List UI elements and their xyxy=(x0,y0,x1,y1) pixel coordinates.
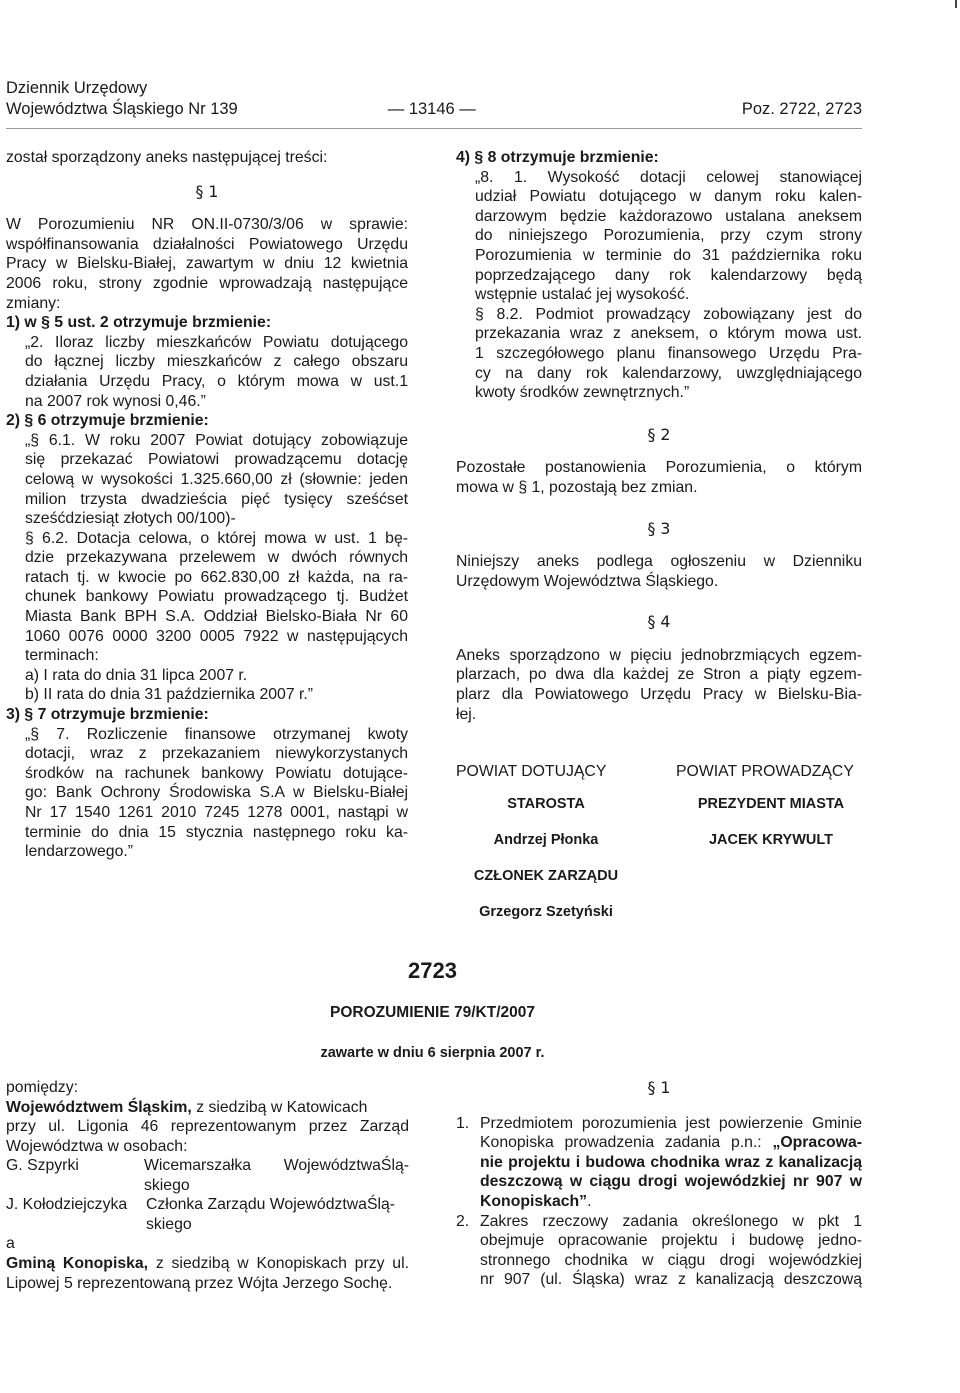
representative-name: J. Kołodziejczyka xyxy=(6,1196,128,1214)
text-line: darzowym będzie każdorazowo ustalana aneksem xyxy=(475,207,862,225)
representative-row xyxy=(6,1156,409,1195)
starosta-name: Andrzej Płonka xyxy=(493,832,599,848)
text-line: Przedmiotem porozumienia jest powierzenie Gminie xyxy=(480,1114,862,1132)
text-line: obejmuje opracowanie projektu i budowę jedno- xyxy=(480,1232,862,1250)
text-line: mowa w § 1, pozostają bez zmian. xyxy=(456,478,698,496)
task-name-end xyxy=(480,1192,862,1212)
item-heading: 2) § 6 otrzymuje brzmienie: xyxy=(6,412,209,430)
position-number: 2723 xyxy=(408,958,457,983)
text-line: a) I rata do dnia 31 lipca 2007 r. xyxy=(25,666,248,684)
text-line: 1 szczegółowego planu finansowego Urzędu Pra- xyxy=(475,344,862,362)
text-line: przy ul. Ligonia 46 reprezentowanym przez Zarząd xyxy=(6,1118,409,1136)
text-line: stronnego chodnika w ciągu drogi wojewódzkiej xyxy=(480,1251,862,1269)
text-line: milion trzysta dwadzieścia pięć tysięcy sześćset xyxy=(25,490,408,508)
item-heading: 4) § 8 otrzymuje brzmienie: xyxy=(456,149,659,166)
item-heading: 1) w § 5 ust. 2 otrzymuje brzmienie: xyxy=(6,314,272,332)
item-number: 1. xyxy=(456,1114,470,1132)
text-line: „§ 7. Rozliczenie finansowe otrzymanej kwoty xyxy=(25,725,408,743)
representative-role: Wicemarszałka WojewództwaŚlą- xyxy=(144,1157,409,1175)
text-line: na 2007 rok wynosi 0,46.” xyxy=(25,392,206,410)
item-body xyxy=(6,333,408,411)
text-line: wstępnie ustalać jej wysokość. xyxy=(475,286,690,304)
term-item xyxy=(456,1212,862,1290)
text-line: Urzędowym Województwa Śląskiego. xyxy=(456,572,719,590)
paragraph xyxy=(456,552,862,591)
representative-role-cont: skiego xyxy=(146,1215,192,1233)
section-heading: § 4 xyxy=(647,612,671,632)
text-line: cy na dany rok kalendarzowy, uwzględniającego xyxy=(475,364,862,382)
text-line: Miasta Bank BPH S.A. Oddział Bielsko-Biała Nr 60 xyxy=(25,608,408,626)
text-line xyxy=(480,1133,862,1153)
item-body xyxy=(456,168,862,403)
text-line: § 6.2. Dotacja celowa, o której mowa w ust. 1 bę- xyxy=(25,529,408,547)
item-number: 2. xyxy=(456,1212,470,1230)
text-line: przekazania wraz z aneksem, o którym mowa ust. xyxy=(475,325,862,343)
president-title: PREZYDENT MIASTA xyxy=(697,796,845,812)
task-name-start: „Opracowa- xyxy=(772,1134,862,1152)
terms-column xyxy=(456,1078,862,1290)
text-line: plarz dla Powiatowego Urzędu Pracy w Bielsku-Bia- xyxy=(456,686,862,704)
paragraph xyxy=(456,458,862,497)
party2-seat: z siedzibą w Konopiskach przy ul. xyxy=(148,1254,409,1272)
text-line: poprzedzającego dany rok kalendarzowy będą xyxy=(475,266,862,284)
text-line: go: Bank Ochrony Środowiska S.A w Bielsku-Białej xyxy=(25,784,408,802)
text-line: współfinansowania działalności Powiatowego Urzędu xyxy=(6,235,408,253)
text-line: zmiany: xyxy=(6,294,61,312)
party1-seat: z siedzibą w Katowicach xyxy=(191,1098,368,1116)
representative-role: Członka Zarządu WojewództwaŚlą- xyxy=(146,1196,396,1214)
paragraph-intro xyxy=(6,215,408,313)
right-column xyxy=(456,148,862,724)
representative-row xyxy=(6,1195,409,1234)
agreement-date: zawarte w dniu 6 sierpnia 2007 r. xyxy=(320,1045,545,1061)
text-line: łej. xyxy=(456,705,477,723)
text-line: pomiędzy: xyxy=(6,1079,78,1096)
conjunction: a xyxy=(6,1235,15,1253)
section-heading: § 1 xyxy=(647,1078,671,1097)
text-line: terminie do dnia 15 stycznia następnego roku ka- xyxy=(25,823,408,841)
item-text xyxy=(480,1212,862,1290)
text-line: b) II rata do dnia 31 października 2007 r.” xyxy=(25,686,314,704)
member-name: Grzegorz Szetyński xyxy=(479,904,613,920)
page-number: — 13146 — xyxy=(387,100,476,118)
starosta-title: STAROSTA xyxy=(507,796,585,812)
agreement-title: POROZUMIENIE 79/KT/2007 xyxy=(329,1004,535,1021)
header-rule xyxy=(6,128,862,129)
party1-line xyxy=(6,1098,409,1118)
text-line: 1060 0076 0000 3200 0005 7922 w następujących xyxy=(25,627,408,645)
text-line: Zakres rzeczowy zadania określonego w pkt 1 xyxy=(480,1212,862,1230)
representative-role-cont: skiego xyxy=(144,1176,190,1194)
item-body xyxy=(6,725,408,862)
text-line: Aneks sporządzono w pięciu jednobrzmiących egzem- xyxy=(456,646,862,664)
text-line: „§ 6.1. W roku 2007 Powiat dotujący zobowiązuje xyxy=(25,431,408,449)
text-line: celową w wysokości 1.325.660,00 zł (słownie: jeden xyxy=(25,470,408,488)
text-line: lendarzowego.” xyxy=(25,843,134,861)
text-line: 2006 roku, strony zgodnie wprowadzają następujące xyxy=(6,274,408,292)
text-line: kwoty środków zewnętrznych.” xyxy=(475,384,690,402)
text-line: plarzach, po dwa dla każdej ze Stron a piąty egzem- xyxy=(456,666,862,684)
text-line: Niniejszy aneks podlega ogłoszeniu w Dzienniku xyxy=(456,553,862,571)
text-line: do łącznej liczby mieszkańców z całego obszaru xyxy=(25,353,408,371)
text-line: Pracy w Bielsku-Białej, zawartym w dniu 12 kwietnia xyxy=(6,255,408,273)
page-header xyxy=(6,78,862,129)
parties-column xyxy=(6,1078,409,1293)
party2-name: Gminą Konopiska, xyxy=(6,1254,149,1272)
member-title: CZŁONEK ZARZĄDU xyxy=(473,868,619,884)
text-line: ratach tj. w kwocie po 662.830,00 zł każda, na ra- xyxy=(25,568,408,586)
text-line: chunek bankowy Powiatu prowadzącego tj. Budżet xyxy=(25,588,408,606)
signature-left-head: POWIAT DOTUJĄCY xyxy=(456,763,607,780)
president-name: JACEK KRYWULT xyxy=(708,832,834,848)
text-line: § 8.2. Podmiot prowadzący zobowiązany jest do xyxy=(475,305,862,323)
left-column xyxy=(6,148,408,862)
page-edge-mark xyxy=(955,0,957,8)
task-name-line: deszczową w ciągu drogi wojewódzkiej nr 907 w xyxy=(480,1173,862,1191)
text-line: terminach: xyxy=(25,647,99,665)
journal-issue: Województwa Śląskiego Nr 139 xyxy=(6,100,238,118)
item-body xyxy=(6,431,408,705)
text-line: „2. Iloraz liczby mieszkańców Powiatu dotującego xyxy=(25,333,408,351)
text-line: W Porozumieniu NR ON.II-0730/3/06 w sprawie: xyxy=(6,216,408,234)
item-text xyxy=(480,1114,862,1212)
text-line: nr 907 (ul. Śląska) wraz z kanalizacją deszczową xyxy=(480,1271,862,1289)
text-line: się przekazać Powiatowi prowadzącemu dotację xyxy=(25,451,408,469)
party1-name: Województwem Śląskim, xyxy=(6,1098,192,1116)
text-line: dotacji, wraz z przekazaniem niewykorzystanych xyxy=(25,745,408,763)
task-name-line: Konopiskach” xyxy=(480,1192,588,1210)
term-item xyxy=(456,1114,862,1212)
text-line: dzie przekazywana przelewem w dwóch równych xyxy=(25,549,408,567)
text-line: środków na rachunek bankowy Powiatu dotujące- xyxy=(25,764,408,782)
section-heading: § 2 xyxy=(647,424,671,444)
representative-name: G. Szpyrki xyxy=(6,1157,79,1175)
text-line: Lipowej 5 reprezentowaną przez Wójta Jerzego Sochę. xyxy=(6,1274,393,1292)
position-numbers: Poz. 2722, 2723 xyxy=(741,100,862,118)
text-line: sześćdziesiąt złotych 00/100)- xyxy=(25,510,236,528)
text-line: udział Powiatu dotującego w danym roku kalen- xyxy=(475,188,862,206)
section-heading: § 1 xyxy=(195,181,219,201)
text-run: Konopiska prowadzenia zadania p.n.: xyxy=(480,1134,773,1152)
text-line: do niniejszego Porozumienia, przy czym strony xyxy=(475,227,862,245)
section-heading: § 3 xyxy=(647,518,671,538)
text-line: Województwa w osobach: xyxy=(6,1137,188,1155)
signature-right-head: POWIAT PROWADZĄCY xyxy=(676,763,854,780)
text-line: działania Urzędu Pracy, o którym mowa w ust.1 xyxy=(25,372,408,390)
journal-title: Dziennik Urzędowy xyxy=(6,79,148,97)
item-heading: 3) § 7 otrzymuje brzmienie: xyxy=(6,706,209,724)
task-name-line: nie projektu i budowa chodnika wraz z kanalizacją xyxy=(480,1153,862,1171)
text-line: Pozostałe postanowienia Porozumienia, o którym xyxy=(456,459,862,477)
paragraph xyxy=(456,646,862,724)
text-line: Porozumienia w terminie do 31 października roku xyxy=(475,246,862,264)
text-run: . xyxy=(587,1192,592,1210)
intro-text: został sporządzony aneks następującej treści: xyxy=(6,149,328,166)
party2-line xyxy=(6,1254,409,1274)
text-line: „8. 1. Wysokość dotacji celowej stanowiącej xyxy=(475,168,862,186)
text-line: Nr 17 1540 1261 2010 7245 1278 0001, nastąpi w xyxy=(25,804,408,821)
